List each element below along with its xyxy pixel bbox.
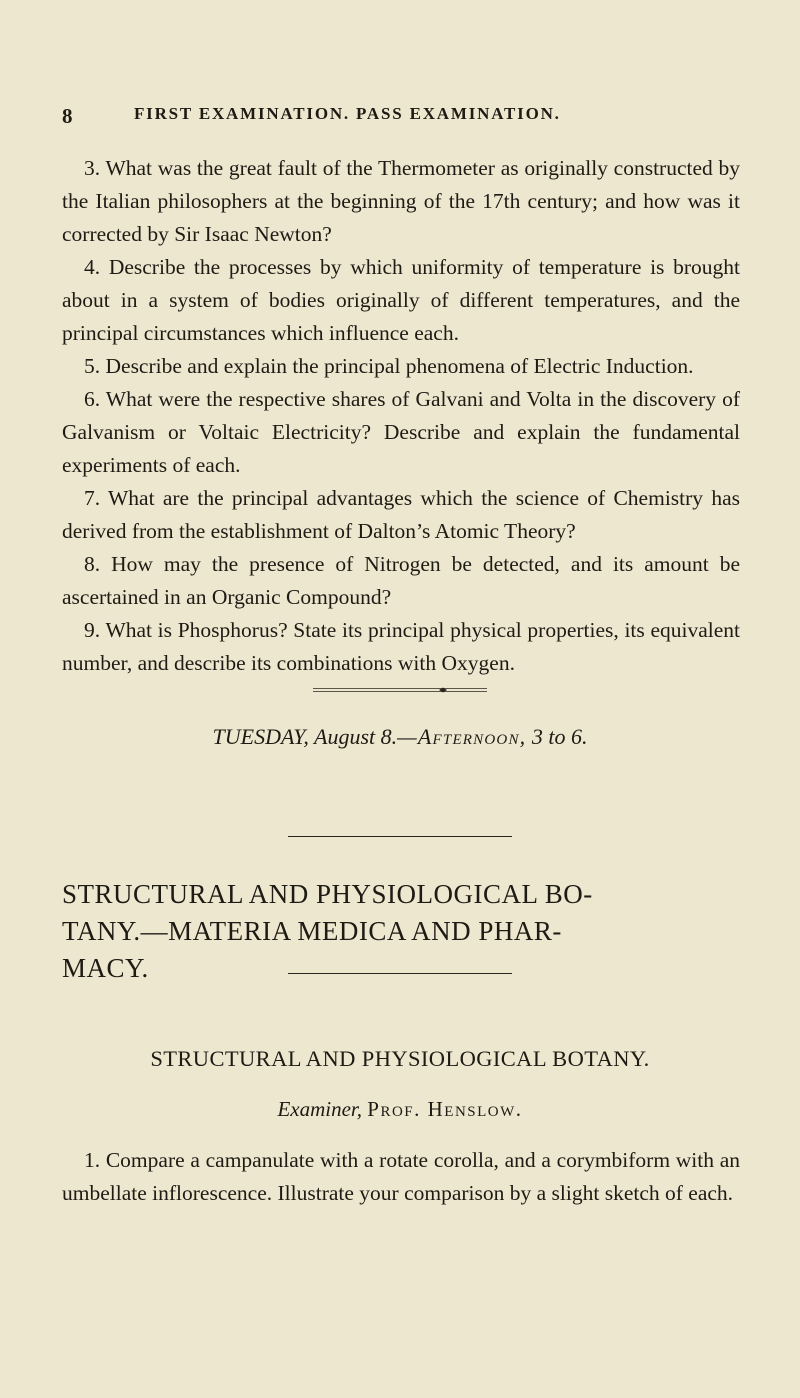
question-text: Describe the processes by which uniformity of temperature is brought about in a system of bodies originally of different temperatures, and the principal circumstances which influence each. <box>62 255 741 345</box>
question-number: 6. <box>84 387 101 411</box>
page-number: 8 <box>62 104 73 128</box>
question-text: Describe and explain the principal phenomena of Electric Induction. <box>105 354 694 378</box>
examiner-label: Examiner, <box>277 1097 363 1121</box>
section-title-line-3: MACY. <box>62 953 149 983</box>
question-text: What was the great fault of the Thermometer as originally constructed by the Italian philosophers at the beginning of the 17th century; and how was it corrected by Sir Isaac Newton? <box>62 156 740 246</box>
question-6 <box>62 383 740 482</box>
question-text: What is Phosphorus? State its principal physical properties, its equivalent number, and describe its combinations with Oxygen. <box>62 618 740 675</box>
question-text: What are the principal advantages which the science of Chemistry has derived from the establishment of Dalton’s Atomic Theory? <box>62 486 740 543</box>
examiner-line <box>0 1097 800 1122</box>
question-7 <box>62 482 740 548</box>
session-period: —Afternoon, <box>397 724 527 749</box>
question-number: 1. <box>84 1148 101 1172</box>
running-header <box>62 104 738 136</box>
question-number: 7. <box>84 486 101 510</box>
section-title <box>62 876 742 987</box>
session-heading <box>0 724 800 750</box>
question-9 <box>62 614 740 680</box>
botany-question-1 <box>62 1144 740 1210</box>
question-text: What were the respective shares of Galvani and Volta in the discovery of Galvanism or Voltaic Electricity? Describe and explain the fundamental experiments of each. <box>62 387 740 477</box>
question-text: Compare a campanulate with a rotate corolla, and a corymbiform with an umbellate inflorescence. Illustrate your comparison by a slight sketch of each. <box>62 1148 740 1205</box>
question-number: 9. <box>84 618 101 642</box>
divider-rule <box>288 973 512 974</box>
question-text: How may the presence of Nitrogen be detected, and its amount be ascertained in an Organic Compound? <box>62 552 741 609</box>
examiner-name: Prof. Henslow. <box>367 1097 523 1121</box>
question-number: 8. <box>84 552 101 576</box>
session-time: 3 to 6. <box>531 724 588 749</box>
ornamental-rule <box>313 686 487 694</box>
question-8 <box>62 548 740 614</box>
question-number: 5. <box>84 354 101 378</box>
divider-rule <box>288 836 512 837</box>
section-title-line-1: STRUCTURAL AND PHYSIOLOGICAL BO- <box>62 879 593 909</box>
running-title: FIRST EXAMINATION. PASS EXAMINATION. <box>134 104 561 123</box>
question-4 <box>62 251 740 350</box>
question-3 <box>62 152 740 251</box>
question-number: 4. <box>84 255 101 279</box>
botany-question-list <box>62 1144 740 1210</box>
session-day: TUESDAY, <box>212 724 309 749</box>
question-5 <box>62 350 740 383</box>
question-number: 3. <box>84 156 101 180</box>
subsection-title: STRUCTURAL AND PHYSIOLOGICAL BOTANY. <box>150 1046 650 1071</box>
session-date: August 8. <box>314 724 398 749</box>
section-title-line-2: TANY.—MATERIA MEDICA AND PHAR- <box>62 916 562 946</box>
question-list <box>62 152 740 680</box>
